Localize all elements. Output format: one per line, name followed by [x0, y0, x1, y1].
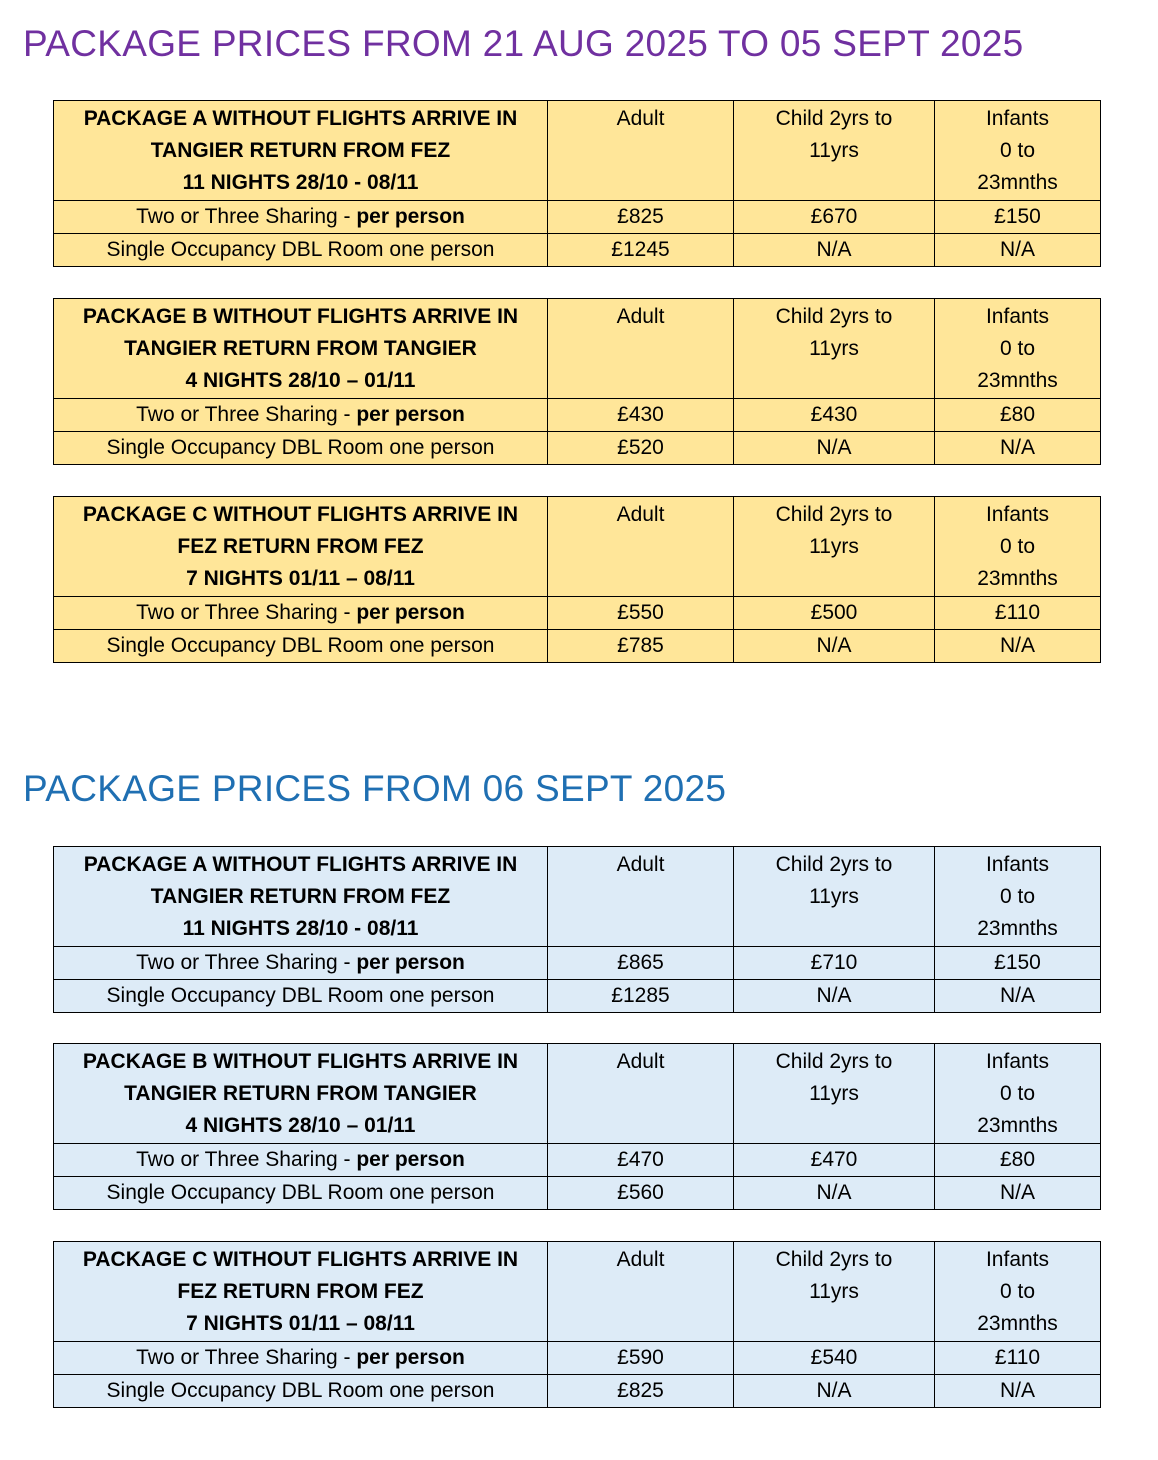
- adult-header: Adult: [548, 101, 734, 201]
- table-row-sharing: [54, 947, 1101, 980]
- package-title-line: PACKAGE A WITHOUT FLIGHTS ARRIVE IN: [83, 107, 518, 130]
- row-label-sharing: Two or Three Sharing - per person: [54, 947, 548, 980]
- package-title-line: PACKAGE C WITHOUT FLIGHTS ARRIVE IN: [82, 503, 519, 526]
- row-label-single: Single Occupancy DBL Room one person: [54, 234, 548, 267]
- package-title-cell: [54, 1044, 548, 1144]
- row-label-single: Single Occupancy DBL Room one person: [54, 1375, 548, 1408]
- price-child: N/A: [734, 630, 935, 663]
- price-infant: N/A: [935, 1375, 1101, 1408]
- price-adult: £1285: [548, 980, 734, 1013]
- adult-header: Adult: [548, 847, 734, 947]
- package-title-line: PACKAGE B WITHOUT FLIGHTS ARRIVE IN: [82, 1050, 519, 1073]
- infant-header: Infants 0 to 23mnths: [935, 299, 1101, 399]
- adult-header: Adult: [548, 299, 734, 399]
- child-header: Child 2yrs to 11yrs: [734, 1242, 935, 1342]
- table-header-row: [54, 1242, 1101, 1342]
- adult-header: Adult: [548, 1242, 734, 1342]
- price-child: £500: [734, 597, 935, 630]
- price-adult: £560: [548, 1177, 734, 1210]
- price-table-aug-package-b: [53, 298, 1101, 465]
- price-infant: £110: [935, 597, 1101, 630]
- child-header: Child 2yrs to 11yrs: [734, 101, 935, 201]
- price-adult: £825: [548, 201, 734, 234]
- package-title-line: 7 NIGHTS 01/11 – 08/11: [186, 1312, 415, 1335]
- price-table-sept-package-a: [53, 846, 1101, 1013]
- child-header: Child 2yrs to 11yrs: [734, 497, 935, 597]
- price-child: N/A: [734, 1375, 935, 1408]
- price-child: N/A: [734, 1177, 935, 1210]
- table-row-single: [54, 1177, 1101, 1210]
- infant-header: Infants 0 to 23mnths: [935, 101, 1101, 201]
- price-table-sept-package-c: [53, 1241, 1101, 1408]
- package-title-line: TANGIER RETURN FROM TANGIER: [124, 1082, 477, 1105]
- price-infant: £150: [935, 201, 1101, 234]
- table-row-single: [54, 630, 1101, 663]
- package-title-line: PACKAGE C WITHOUT FLIGHTS ARRIVE IN: [82, 1248, 519, 1271]
- price-adult: £470: [548, 1144, 734, 1177]
- price-child: N/A: [734, 980, 935, 1013]
- price-infant: N/A: [935, 980, 1101, 1013]
- package-title-line: 7 NIGHTS 01/11 – 08/11: [186, 567, 415, 590]
- child-header: Child 2yrs to 11yrs: [734, 299, 935, 399]
- price-adult: £430: [548, 399, 734, 432]
- row-label-sharing: Two or Three Sharing - per person: [54, 399, 548, 432]
- price-adult: £785: [548, 630, 734, 663]
- price-table-aug-package-c: [53, 496, 1101, 663]
- package-title-line: 4 NIGHTS 28/10 – 01/11: [185, 369, 416, 392]
- table-row-single: [54, 234, 1101, 267]
- package-title-cell: [54, 101, 548, 201]
- child-header: Child 2yrs to 11yrs: [734, 1044, 935, 1144]
- package-title-line: 4 NIGHTS 28/10 – 01/11: [185, 1114, 416, 1137]
- table-header-row: [54, 497, 1101, 597]
- package-title-line: PACKAGE B WITHOUT FLIGHTS ARRIVE IN: [82, 305, 519, 328]
- price-child: £710: [734, 947, 935, 980]
- infant-header: Infants 0 to 23mnths: [935, 497, 1101, 597]
- table-header-row: [54, 299, 1101, 399]
- package-title-line: TANGIER RETURN FROM TANGIER: [124, 337, 477, 360]
- table-row-single: [54, 432, 1101, 465]
- row-label-sharing: Two or Three Sharing - per person: [54, 597, 548, 630]
- adult-header: Adult: [548, 497, 734, 597]
- price-infant: £80: [935, 399, 1101, 432]
- table-header-row: [54, 847, 1101, 947]
- package-title-line: 11 NIGHTS 28/10 - 08/11: [182, 171, 419, 194]
- package-title-line: 11 NIGHTS 28/10 - 08/11: [182, 917, 419, 940]
- child-header: Child 2yrs to 11yrs: [734, 847, 935, 947]
- package-title-line: PACKAGE A WITHOUT FLIGHTS ARRIVE IN: [83, 853, 518, 876]
- row-label-single: Single Occupancy DBL Room one person: [54, 1177, 548, 1210]
- section-title-aug: PACKAGE PRICES FROM 21 AUG 2025 TO 05 SEPT 2025: [23, 23, 1024, 64]
- package-title-cell: [54, 847, 548, 947]
- price-infant: £80: [935, 1144, 1101, 1177]
- package-title-line: TANGIER RETURN FROM FEZ: [150, 885, 451, 908]
- infant-header: Infants 0 to 23mnths: [935, 1044, 1101, 1144]
- price-adult: £1245: [548, 234, 734, 267]
- table-row-sharing: [54, 399, 1101, 432]
- section-title-sept: PACKAGE PRICES FROM 06 SEPT 2025: [23, 768, 727, 809]
- price-infant: £150: [935, 947, 1101, 980]
- table-row-single: [54, 980, 1101, 1013]
- price-adult: £590: [548, 1342, 734, 1375]
- infant-header: Infants 0 to 23mnths: [935, 847, 1101, 947]
- price-infant: N/A: [935, 432, 1101, 465]
- row-label-sharing: Two or Three Sharing - per person: [54, 1144, 548, 1177]
- package-title-cell: [54, 497, 548, 597]
- price-adult: £825: [548, 1375, 734, 1408]
- row-label-single: Single Occupancy DBL Room one person: [54, 432, 548, 465]
- price-table-aug-package-a: [53, 100, 1101, 267]
- table-row-single: [54, 1375, 1101, 1408]
- package-title-line: TANGIER RETURN FROM FEZ: [150, 139, 451, 162]
- row-label-single: Single Occupancy DBL Room one person: [54, 980, 548, 1013]
- package-title-line: FEZ RETURN FROM FEZ: [177, 1280, 424, 1303]
- table-header-row: [54, 1044, 1101, 1144]
- package-title-cell: [54, 299, 548, 399]
- table-row-sharing: [54, 597, 1101, 630]
- price-adult: £865: [548, 947, 734, 980]
- price-infant: N/A: [935, 234, 1101, 267]
- price-adult: £520: [548, 432, 734, 465]
- price-infant: N/A: [935, 1177, 1101, 1210]
- price-child: £430: [734, 399, 935, 432]
- row-label-sharing: Two or Three Sharing - per person: [54, 1342, 548, 1375]
- price-adult: £550: [548, 597, 734, 630]
- row-label-sharing: Two or Three Sharing - per person: [54, 201, 548, 234]
- table-row-sharing: [54, 1342, 1101, 1375]
- price-child: £670: [734, 201, 935, 234]
- price-infant: £110: [935, 1342, 1101, 1375]
- price-child: £470: [734, 1144, 935, 1177]
- price-child: N/A: [734, 432, 935, 465]
- price-child: N/A: [734, 234, 935, 267]
- infant-header: Infants 0 to 23mnths: [935, 1242, 1101, 1342]
- price-table-sept-package-b: [53, 1043, 1101, 1210]
- row-label-single: Single Occupancy DBL Room one person: [54, 630, 548, 663]
- table-row-sharing: [54, 1144, 1101, 1177]
- table-row-sharing: [54, 201, 1101, 234]
- price-infant: N/A: [935, 630, 1101, 663]
- package-title-cell: [54, 1242, 548, 1342]
- price-child: £540: [734, 1342, 935, 1375]
- adult-header: Adult: [548, 1044, 734, 1144]
- package-title-line: FEZ RETURN FROM FEZ: [177, 535, 424, 558]
- table-header-row: [54, 101, 1101, 201]
